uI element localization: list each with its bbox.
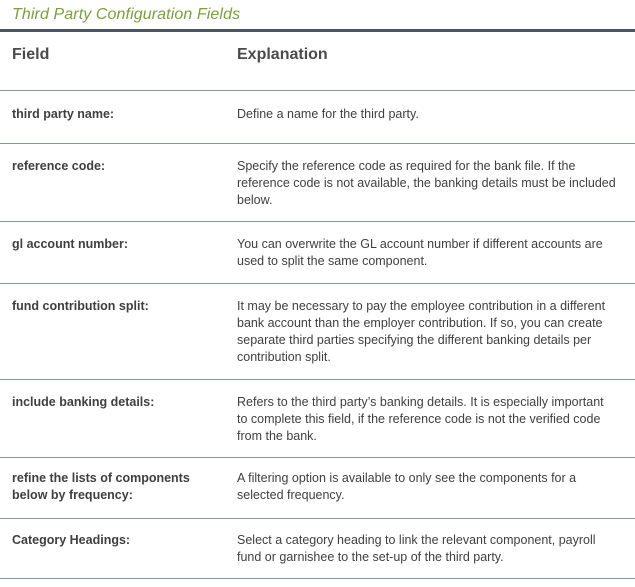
field-column-header: Field — [12, 46, 50, 63]
field-name: gl account number: — [12, 237, 128, 251]
field-explanation: Define a name for the third party. — [237, 107, 419, 121]
field-name: third party name: — [12, 107, 115, 121]
row-divider — [0, 578, 635, 579]
field-explanation: Specify the reference code as required for the bank file. If the reference code is not available, the banking details must be included below. — [237, 159, 616, 207]
field-name: Category Headings: — [12, 533, 131, 547]
field-explanation: A filtering option is available to only see the components for a selected frequency. — [237, 471, 577, 502]
field-name: refine the lists of components below by frequency: — [12, 471, 190, 502]
table-header — [0, 32, 635, 90]
field-name: include banking details: — [12, 395, 155, 409]
table-row — [0, 519, 635, 578]
table-row — [0, 458, 635, 518]
table-row — [0, 284, 635, 379]
page-title: Third Party Configuration Fields — [12, 6, 241, 23]
table-row — [0, 144, 635, 221]
table-row — [0, 91, 635, 143]
field-name: reference code: — [12, 159, 106, 173]
field-explanation: You can overwrite the GL account number if different accounts are used to split the same component. — [237, 237, 603, 268]
table-row — [0, 380, 635, 457]
field-explanation: Select a category heading to link the relevant component, payroll fund or garnishee to the set-up of the third party. — [237, 533, 596, 564]
field-name: fund contribution split: — [12, 299, 149, 313]
field-explanation: Refers to the third party’s banking details. It is especially important to complete this field, if the reference code is not the verified code from the bank. — [237, 395, 604, 443]
explanation-column-header: Explanation — [237, 46, 328, 63]
field-explanation: It may be necessary to pay the employee contribution in a different bank account than the employer contribution. If so, you can create separate third parties specifying the different banking details per contribution split. — [237, 299, 606, 364]
table-row — [0, 222, 635, 283]
